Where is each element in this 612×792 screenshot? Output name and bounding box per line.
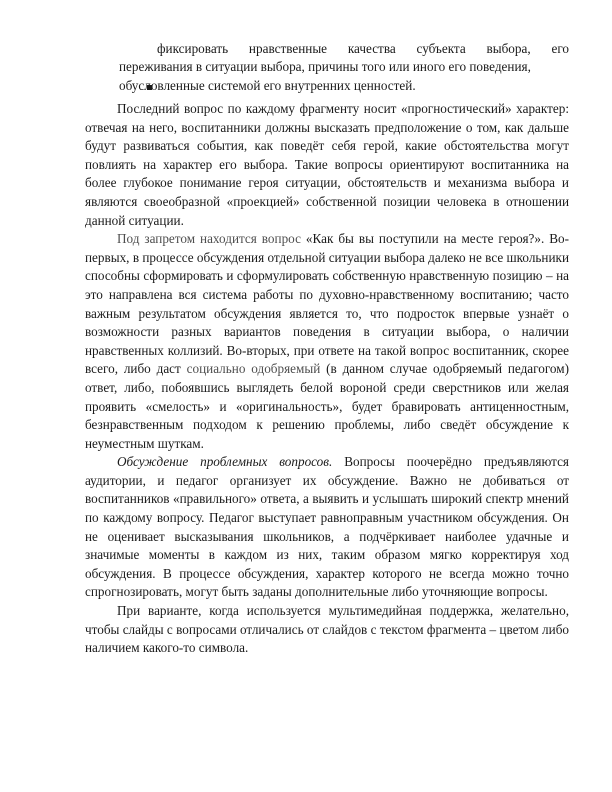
paragraph-discussion (85, 453, 569, 602)
paragraph-prognostic-question (85, 100, 569, 230)
bullet-line-3: обусловленные системой его внутренних ценностей. (119, 77, 416, 93)
paragraph-text-b: (в данном случае одобряемый педагогом) ответ, либо, побоявшись выглядеть белой вороной среди сверстников или желая проявить «смелость» и «оригинальность», будет бравировать антиценностным, безнравственным подходом к решению проблемы, либо сведёт обсуждение к неуместным шуткам. (85, 361, 569, 451)
paragraph-forbidden-question (85, 230, 569, 453)
paragraph-text: Последний вопрос по каждому фрагменту носит «прогностический» характер: отвечая на него, воспитанники должны высказать предположение о том, как дальше будут развиваться события, как поведёт себя герой, какие обстоятельства могут повлиять на характер его выбора. Такие вопросы ориентируют воспитанника на более глубокое понимание героя ситуации, обстоятельств и механизма выбора и являются своеобразной «проекцией» собственной позиции человека в отношении данной ситуации. (85, 101, 569, 228)
paragraph-text-a: «Как бы вы поступили на месте героя?». Во-первых, в процессе обсуждения отдельной ситуации выбора далеко не все школьники способны сформировать и сформулировать собственную нравственную позицию – на это направлена вся система работы по духовно-нравственному воспитанию; часто важным результатом обсуждения является то, что подросток впервые узнаёт о возможности разных вариантов поведения в ситуации выбора, о наличии нравственных коллизий. Во-вторых, при ответе на такой вопрос воспитанник, скорее всего, либо даст (85, 231, 569, 377)
paragraph-text: При варианте, когда используется мультимедийная поддержка, желательно, чтобы слайды с вопросами отличались от слайдов с текстом фрагмента – цветом либо наличием какого-то символа. (85, 603, 569, 656)
paragraph-italic-heading: Обсуждение проблемных вопросов. (117, 454, 333, 470)
paragraph-lead: Под запретом находится вопрос (117, 231, 301, 247)
bullet-line-1: фиксировать нравственные качества субъекта выбора, его (157, 41, 569, 56)
highlighted-term: социально одобряемый (186, 361, 321, 377)
body-text (85, 100, 569, 658)
bullet-line-2: переживания в ситуации выбора, причины того или иного его поведения, (119, 59, 531, 75)
paragraph-multimedia (85, 602, 569, 658)
bullet-list-item (119, 40, 569, 95)
paragraph-text: Вопросы поочерёдно предъявляются аудитории, и педагог организует их обсуждение. Важно не добиваться от воспитанников «правильного» ответа, а выявить и услышать широкий спектр мнений по каждому вопросу. Педагог выступает равноправным участником обсуждения. Он не оценивает высказывания школьников, а подчёркивает наиболее удачные и значимые моменты в каждом из них, таким образом мягко корректируя ход обсуждения. В процессе обсуждения, характер которого не всегда можно точно спрогнозировать, могут быть заданы дополнительные либо уточняющие вопросы. (85, 454, 569, 600)
